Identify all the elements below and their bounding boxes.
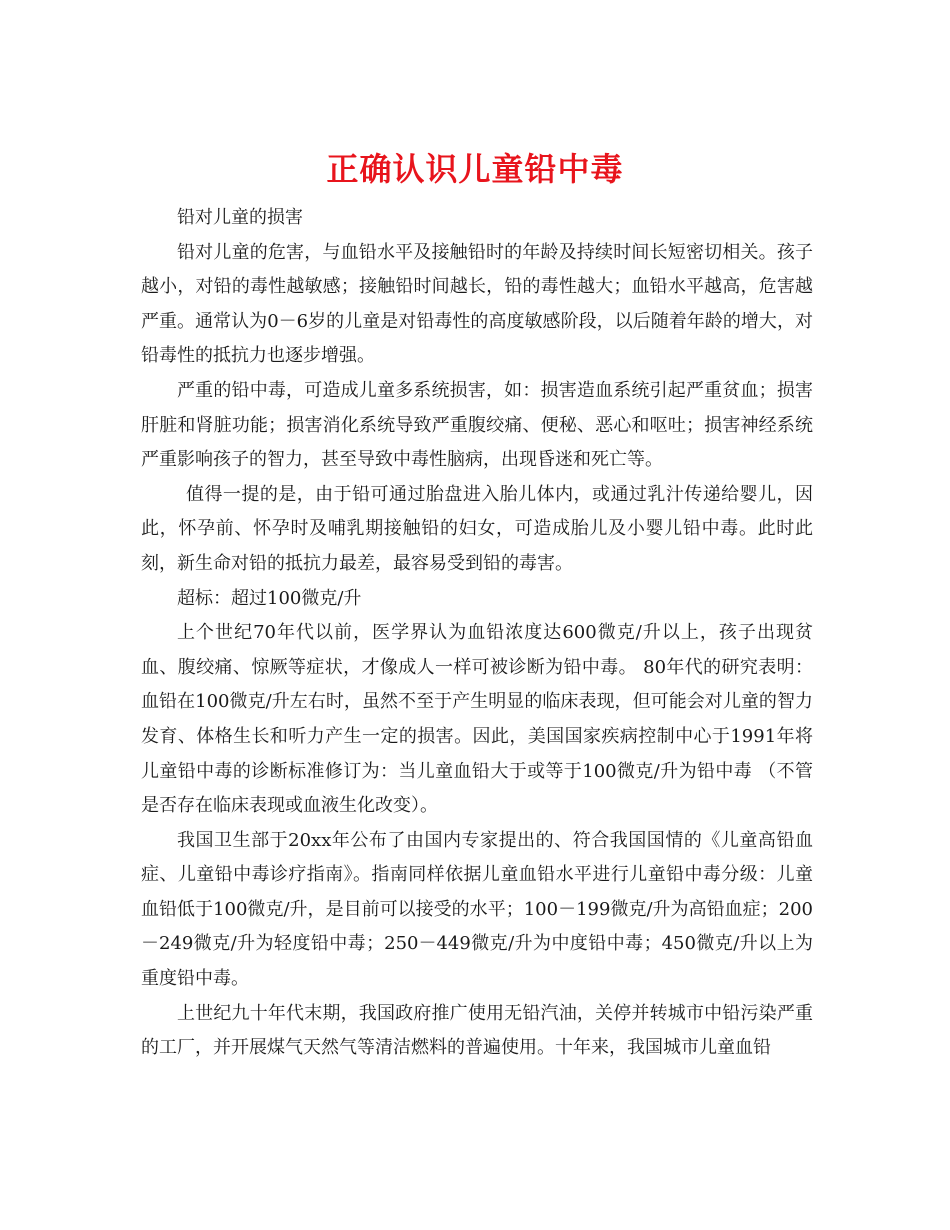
document-body	[141, 201, 813, 1066]
paragraph-pregnancy: 值得一提的是，由于铅可通过胎盘进入胎儿体内，或通过乳汁传递给婴儿，因此，怀孕前、怀孕时及哺乳期接触铅的妇女，可造成胎儿及小婴儿铅中毒。此时此刻，新生命对铅的抵抗力最差，最容易受到铅的毒害。	[141, 483, 813, 574]
paragraph-history: 上个世纪70年代以前，医学界认为血铅浓度达600微克/升以上，孩子出现贫血、腹绞痛、惊厥等症状，才像成人一样可被诊断为铅中毒。 80年代的研究表明：血铅在100微克/升左右时，虽然不至于产生明显的临床表现，但可能会对儿童的智力发育、体格生长和听力产生一定的损害。因此，美国国家疾病控制中心于1991年将儿童铅中毒的诊断标准修订为：当儿童血铅大于或等于100微克/升为铅中毒 （不管是否存在临床表现或血液生化改变）。	[141, 622, 813, 817]
paragraph-guideline: 我国卫生部于20xx年公布了由国内专家提出的、符合我国国情的《儿童高铅血症、儿童铅中毒诊疗指南》。指南同样依据儿童血铅水平进行儿童铅中毒分级：儿童血铅低于100微克/升，是目前可以接受的水平；100－199微克/升为高铅血症；200－249微克/升为轻度铅中毒；250－449微克/升为中度铅中毒；450微克/升以上为重度铅中毒。	[141, 829, 813, 990]
document-title: 正确认识儿童铅中毒	[326, 150, 624, 189]
paragraph-policy: 上世纪九十年代末期，我国政府推广使用无铅汽油，关停并转城市中铅污染严重的工厂，并开展煤气天然气等清洁燃料的普遍使用。十年来，我国城市儿童血铅	[141, 1002, 813, 1059]
section-heading-lead-harm: 铅对儿童的损害	[177, 207, 303, 228]
paragraph-harm-factors: 铅对儿童的危害，与血铅水平及接触铅时的年龄及持续时间长短密切相关。孩子越小，对铅的毒性越敏感；接触铅时间越长，铅的毒性越大；血铅水平越高，危害越严重。通常认为0－6岁的儿童是对铅毒性的高度敏感阶段，以后随着年龄的增大，对铅毒性的抵抗力也逐步增强。	[141, 241, 813, 367]
section-heading-threshold: 超标：超过100微克/升	[177, 587, 362, 609]
paragraph-severe-poisoning: 严重的铅中毒，可造成儿童多系统损害，如：损害造血系统引起严重贫血；损害肝脏和肾脏功能；损害消化系统导致严重腹绞痛、便秘、恶心和呕吐；损害神经系统严重影响孩子的智力，甚至导致中毒性脑病，出现昏迷和死亡等。	[141, 379, 813, 471]
